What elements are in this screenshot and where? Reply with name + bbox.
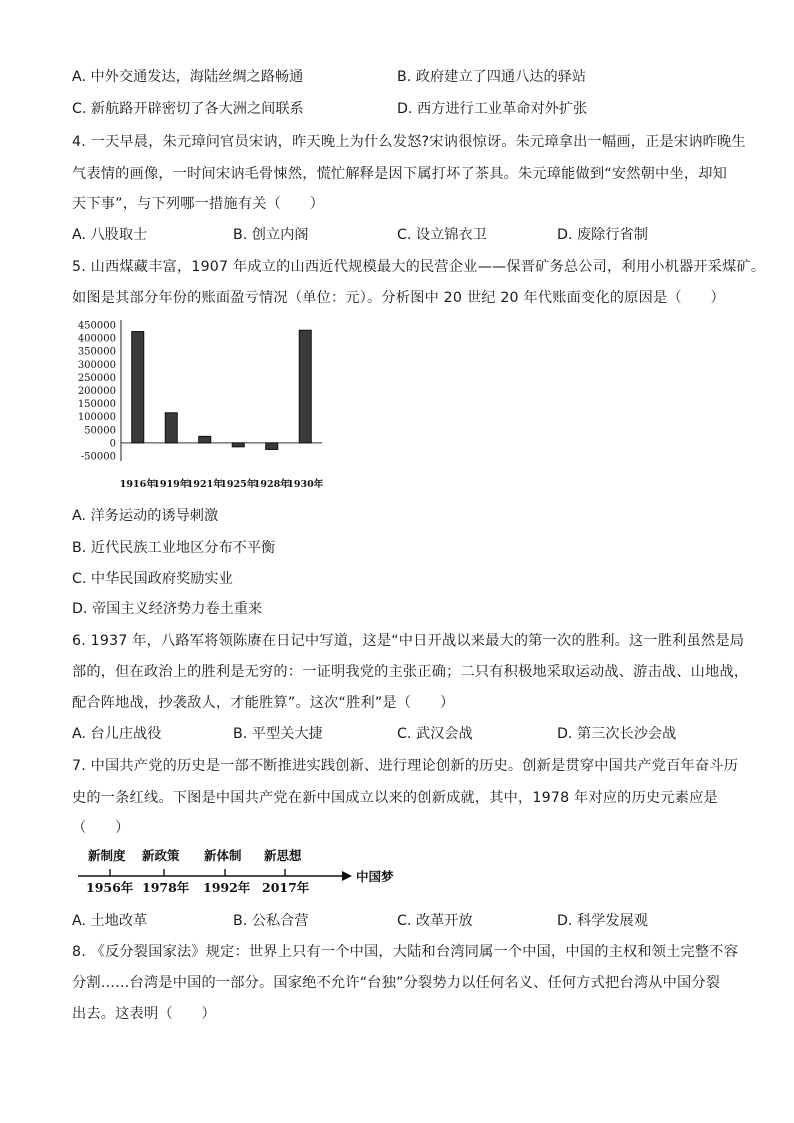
timeline-label-2: 新政策 — [142, 848, 180, 863]
q6-option-a: A. 台儿庄战役 — [72, 726, 162, 742]
bar-1916年 — [132, 332, 144, 443]
q4-option-c: C. 设立锦衣卫 — [397, 227, 487, 243]
q5-option-d: D. 帝国主义经济势力卷土重来 — [72, 601, 263, 617]
q6-option-d: D. 第三次长沙会战 — [557, 726, 677, 742]
bar-1921年 — [199, 436, 211, 443]
q4-option-a: A. 八股取士 — [72, 227, 148, 243]
x-tick-label: 1925年 — [220, 479, 257, 490]
q3-option-c: C. 新航路开辟密切了各大洲之间联系 — [72, 101, 304, 117]
q7-stem-line-2: 史的一条红线。下图是中国共产党在新中国成立以来的创新成就，其中，1978 年对应的历史元素应是 — [72, 790, 718, 806]
q3-option-d: D. 西方进行工业革命对外扩张 — [397, 101, 588, 117]
y-tick-label: 350000 — [77, 346, 116, 358]
innovation-timeline — [72, 846, 412, 900]
timeline-end-label: 中国梦 — [356, 869, 394, 884]
y-tick-label: 450000 — [77, 320, 116, 332]
timeline-year-3: 1992年 — [203, 880, 251, 895]
q4-option-d: D. 废除行省制 — [557, 227, 648, 243]
x-tick-label: 1930年 — [287, 479, 324, 490]
x-tick-label: 1916年 — [119, 479, 156, 490]
account-balance-chart — [70, 316, 340, 498]
y-tick-label: 250000 — [77, 372, 116, 384]
q6-stem-line-1: 6. 1937 年，八路军将领陈赓在日记中写道，这是“中日开战以来最大的第一次的胜利。这一胜利虽然是局 — [72, 633, 745, 649]
q3-option-b: B. 政府建立了四通八达的驿站 — [397, 69, 587, 85]
q7-option-b: B. 公私合营 — [233, 913, 309, 929]
bar-1928年 — [266, 443, 278, 450]
timeline-arrowhead-icon — [342, 871, 352, 881]
q5-option-a: A. 洋务运动的诱导刺激 — [72, 508, 219, 524]
q6-stem-line-3: 配合阵地战，抄袭敌人，才能胜算”。这次“胜利”是（ ） — [72, 695, 455, 711]
y-tick-label: -50000 — [80, 451, 116, 463]
q7-stem-line-1: 7. 中国共产党的历史是一部不断推进实践创新、进行理论创新的历史。创新是贯穿中国共产党百年奋斗历 — [72, 758, 739, 774]
x-tick-label: 1919年 — [153, 479, 190, 490]
q3-option-a: A. 中外交通发达，海陆丝绸之路畅通 — [72, 69, 304, 85]
q7-option-c: C. 改革开放 — [397, 913, 473, 929]
q7-option-a: A. 土地改革 — [72, 913, 148, 929]
q7-stem-line-3: （ ） — [72, 820, 130, 836]
q6-option-b: B. 平型关大捷 — [233, 726, 323, 742]
y-tick-label: 0 — [109, 438, 116, 450]
timeline-label-1: 新制度 — [88, 848, 126, 863]
q8-stem-line-1: 8. 《反分裂国家法》规定：世界上只有一个中国，大陆和台湾同属一个中国，中国的主权和领土完整不容 — [72, 944, 739, 960]
timeline-year-2: 1978年 — [142, 880, 190, 895]
q5-option-c: C. 中华民国政府奖励实业 — [72, 571, 233, 587]
timeline-label-4: 新思想 — [264, 848, 302, 863]
timeline-label-3: 新体制 — [204, 848, 242, 863]
q5-option-b: B. 近代民族工业地区分布不平衡 — [72, 540, 276, 556]
account-balance-chart-svg — [70, 316, 340, 494]
y-tick-label: 300000 — [77, 359, 116, 371]
bar-1930年 — [299, 330, 311, 443]
q7-option-d: D. 科学发展观 — [557, 913, 648, 929]
x-tick-label: 1921年 — [186, 479, 223, 490]
innovation-timeline-svg — [72, 846, 412, 896]
q6-option-c: C. 武汉会战 — [397, 726, 473, 742]
timeline-year-4: 2017年 — [262, 880, 310, 895]
q8-stem-line-2: 分割……台湾是中国的一部分。国家绝不允许“台独”分裂势力以任何名义、任何方式把台湾从中国分裂 — [72, 975, 721, 991]
y-tick-label: 150000 — [77, 399, 116, 411]
q5-stem-line-1: 5. 山西煤藏丰富，1907 年成立的山西近代规模最大的民营企业——保晋矿务总公司，利用小机器开采煤矿。 — [72, 259, 766, 275]
timeline-year-1: 1956年 — [86, 880, 134, 895]
y-tick-label: 200000 — [77, 386, 116, 397]
bar-1919年 — [165, 413, 177, 443]
q5-stem-line-2: 如图是其部分年份的账面盈亏情况（单位：元）。分析图中 20 世纪 20 年代账面变化的原因是（ ） — [72, 290, 725, 306]
q8-stem-line-3: 出去。这表明（ ） — [72, 1006, 216, 1022]
q4-stem-line-2: 气表情的画像，一时间宋讷毛骨悚然，慌忙解释是因下属打坏了茶具。朱元璋能做到“安然朝中坐，却知 — [72, 166, 727, 182]
q4-stem-line-1: 4. 一天早晨，朱元璋问官员宋讷，昨天晚上为什么发怒?宋讷很惊讶。朱元璋拿出一幅画，正是宋讷昨晚生 — [72, 134, 746, 150]
y-tick-label: 100000 — [77, 412, 116, 424]
y-tick-label: 50000 — [84, 425, 116, 437]
q4-stem-line-3: 天下事”，与下列哪一措施有关（ ） — [72, 196, 325, 212]
x-tick-label: 1928年 — [253, 479, 290, 490]
y-tick-label: 400000 — [77, 333, 116, 345]
bar-1925年 — [232, 443, 244, 447]
q6-stem-line-2: 部的，但在政治上的胜利是无穷的：一证明我党的主张正确；二只有积极地采取运动战、游击战、山地战， — [72, 664, 749, 680]
q4-option-b: B. 创立内阁 — [233, 227, 309, 243]
